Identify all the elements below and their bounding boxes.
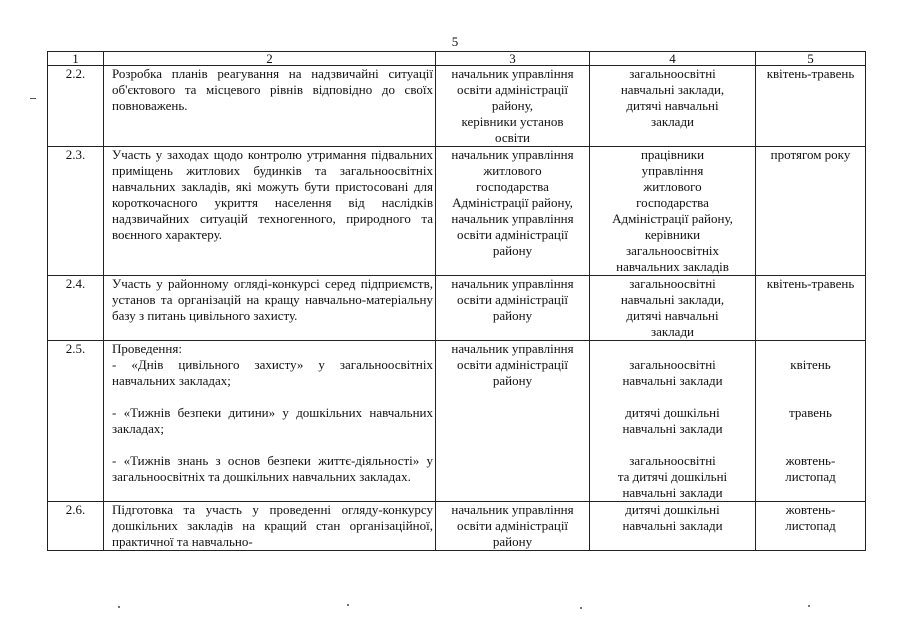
row-number: 2.6. bbox=[48, 502, 104, 551]
measure-intro: Проведення: bbox=[112, 341, 182, 356]
measure-description: Участь у заходах щодо контролю утримання підвальних приміщень житлових будинків та загальноосвітніх навчальних закладів, які можуть бути пристосовані для короткочасного укриття населення від наслідків надзвичайних ситуацій техногенного, природного та воєнного характеру. bbox=[104, 147, 436, 276]
term-cell: квітень-травень bbox=[756, 276, 866, 341]
measure-description bbox=[104, 341, 436, 502]
row-number: 2.2. bbox=[48, 66, 104, 147]
responsible-cell: начальник управління освіти адміністрації району bbox=[436, 341, 590, 502]
measure-item: - «Тижнів безпеки дитини» у дошкільних навчальних закладах; bbox=[112, 405, 433, 436]
measure-description: Розробка планів реагування на надзвичайні ситуації об'єктового та місцевого рівнів відповідно до своїх повноважень. bbox=[104, 66, 436, 147]
scan-marks bbox=[0, 598, 910, 618]
table-row bbox=[48, 276, 866, 341]
scan-dot bbox=[808, 605, 810, 607]
header-col-2: 2 bbox=[104, 52, 436, 66]
header-col-1: 1 bbox=[48, 52, 104, 66]
participants-cell: дитячі дошкільні навчальні заклади bbox=[590, 502, 756, 551]
row-number: 2.5. bbox=[48, 341, 104, 502]
participants-cell: загальноосвітні навчальні заклади дитячі дошкільні навчальні заклади загальноосвітні та дитячі дошкільні навчальні заклади bbox=[590, 341, 756, 502]
header-col-3: 3 bbox=[436, 52, 590, 66]
scan-dot bbox=[347, 604, 349, 606]
header-row bbox=[48, 52, 866, 66]
participants-cell: загальноосвітні навчальні заклади, дитячі навчальні заклади bbox=[590, 66, 756, 147]
plan-table bbox=[47, 51, 866, 551]
measure-item: - «Днів цивільного захисту» у загальноосвітніх навчальних закладах; bbox=[112, 357, 433, 388]
term-cell: квітень-травень bbox=[756, 66, 866, 147]
term-cell: жовтень- листопад bbox=[756, 502, 866, 551]
header-col-5: 5 bbox=[756, 52, 866, 66]
header-col-4: 4 bbox=[590, 52, 756, 66]
participants-cell: працівники управління житлового господарства Адміністрації району, керівники загальноосвітніх навчальних закладів bbox=[590, 147, 756, 276]
table-row bbox=[48, 147, 866, 276]
page-number: 5 bbox=[451, 34, 459, 49]
table-row bbox=[48, 341, 866, 502]
participants-cell: загальноосвітні навчальні заклади, дитячі навчальні заклади bbox=[590, 276, 756, 341]
term-cell: протягом року bbox=[756, 147, 866, 276]
term-cell: квітень травень жовтень- листопад bbox=[756, 341, 866, 502]
responsible-cell: начальник управління освіти адміністрації району bbox=[436, 502, 590, 551]
responsible-cell: начальник управління освіти адміністрації району, керівники установ освіти bbox=[436, 66, 590, 147]
scan-dot bbox=[118, 606, 120, 608]
scan-dot bbox=[580, 607, 582, 609]
measure-item: - «Тижнів знань з основ безпеки життє-діяльності» у загальноосвітніх та дошкільних навчальних закладах. bbox=[112, 453, 433, 484]
row-number: 2.3. bbox=[48, 147, 104, 276]
row-number: 2.4. bbox=[48, 276, 104, 341]
responsible-cell: начальник управління освіти адміністрації району bbox=[436, 276, 590, 341]
margin-mark bbox=[30, 98, 36, 99]
measure-description: Підготовка та участь у проведенні огляду-конкурсу дошкільних закладів на кращий стан організаційної, практичної та навчально- bbox=[104, 502, 436, 551]
table-row bbox=[48, 502, 866, 551]
table-row bbox=[48, 66, 866, 147]
measure-description: Участь у районному огляді-конкурсі серед підприємств, установ та організацій на кращу навчально-матеріальну базу з питань цивільного захисту. bbox=[104, 276, 436, 341]
responsible-cell: начальник управління житлового господарства Адміністрації району, начальник управління освіти адміністрації району bbox=[436, 147, 590, 276]
